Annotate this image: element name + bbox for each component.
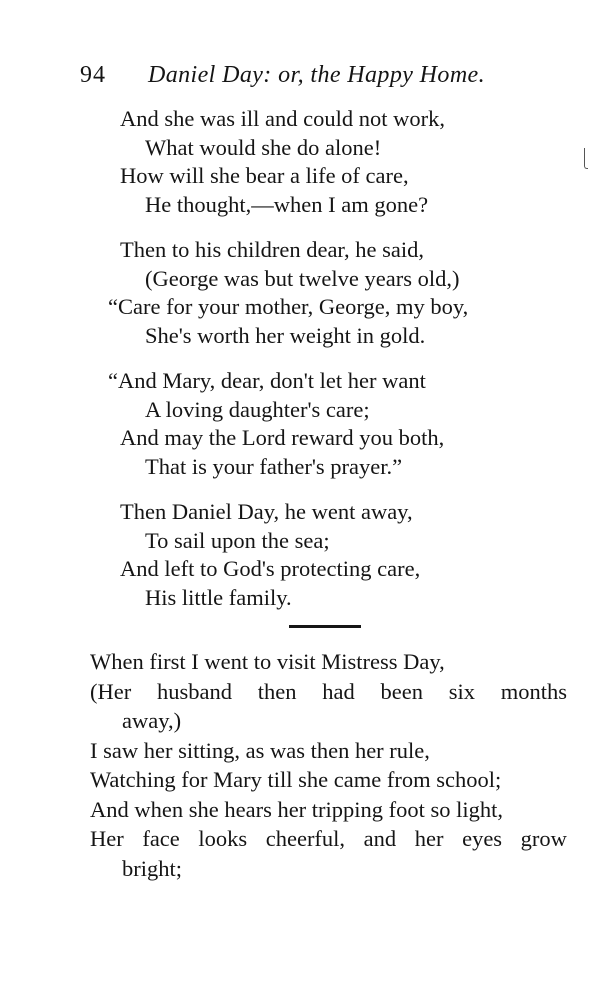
verse-line: When first I went to visit Mistress Day, (90, 649, 445, 674)
poem-line: That is your father's prayer.” (145, 453, 403, 479)
poem-line: “And Mary, dear, don't let her want (108, 368, 426, 393)
verse-line (90, 677, 567, 707)
word: been (380, 678, 423, 704)
word: (Her (90, 678, 132, 704)
word: and (363, 826, 397, 851)
word: face (142, 826, 180, 851)
word: her (414, 826, 444, 851)
poem-line: And she was ill and could not work, (120, 106, 445, 131)
verse-line (90, 824, 567, 854)
stanza (0, 105, 597, 219)
poem-line: What would she do alone! (145, 134, 382, 160)
poem-line: To sail upon the sea; (145, 527, 330, 553)
margin-mark (584, 148, 588, 169)
page-number: 94 (80, 62, 106, 88)
verse-line: away,) (122, 708, 182, 733)
stanza (0, 236, 597, 350)
word: cheerful, (265, 826, 346, 851)
word: looks (198, 826, 248, 851)
running-title: Daniel Day: or, the Happy Home. (148, 62, 485, 88)
word: husband (156, 678, 232, 704)
verse-line: And when she hears her tripping foot so light, (90, 796, 504, 822)
poem-line: How will she bear a life of care, (120, 163, 409, 188)
word: eyes (462, 826, 503, 851)
verse-line: I saw her sitting, as was then her rule, (90, 737, 430, 763)
stanza (0, 498, 597, 612)
poem-line: Then to his children dear, he said, (120, 237, 425, 262)
verse-paragraph (90, 647, 567, 883)
poem-line: She's worth her weight in gold. (145, 322, 426, 348)
word: had (322, 678, 355, 704)
page-header (80, 58, 520, 92)
poem-line: He thought,—when I am gone? (145, 191, 429, 217)
poem-line: His little family. (145, 584, 292, 610)
word: six (448, 678, 475, 704)
poem-line: (George was but twelve years old,) (145, 265, 460, 291)
word: then (257, 678, 297, 704)
verse-line: Watching for Mary till she came from school; (90, 767, 502, 792)
poem-line: And may the Lord reward you both, (120, 425, 445, 450)
poem-line: “Care for your mother, George, my boy, (108, 294, 469, 319)
stanza (0, 367, 597, 481)
verse-line: bright; (122, 855, 182, 881)
poem-line: A loving daughter's care; (145, 396, 370, 422)
word: months (500, 678, 567, 704)
section-divider (289, 625, 361, 628)
poem-line: Then Daniel Day, he went away, (120, 499, 413, 524)
poem (0, 105, 597, 629)
word: Her (90, 826, 124, 851)
word: grow (520, 826, 567, 851)
poem-line: And left to God's protecting care, (120, 556, 421, 581)
